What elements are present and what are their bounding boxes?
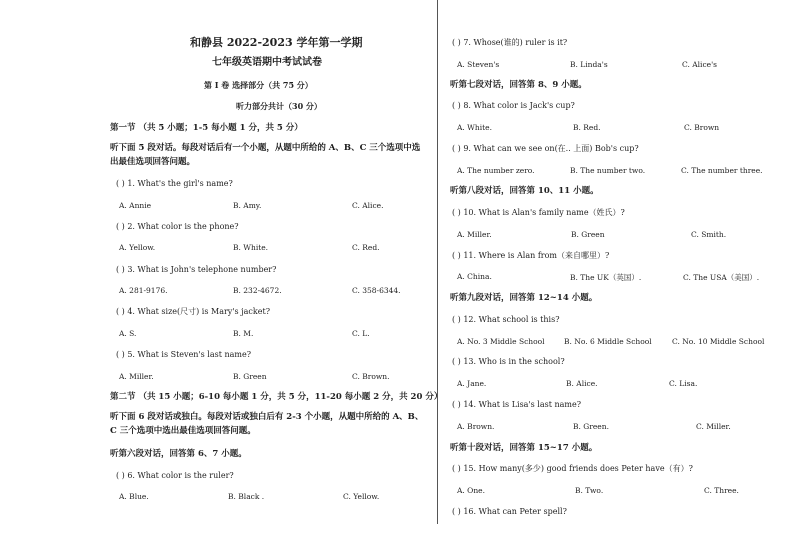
question-6-option-c: C. Yellow. [343, 492, 380, 501]
question-2-option-a: A. Yellow. [119, 243, 156, 252]
question-7-option-c: C. Alice's [682, 60, 718, 69]
section-two-instructions: 听下面 6 段对话或独白。每段对话或独白后有 2-3 个小题，从题中所给的 A、B、C 三个选项中选出最佳选项回答问题。 [110, 412, 424, 436]
question-3-option-c: C. 358-6344. [352, 286, 401, 295]
question-6: ( ) 6. What color is the ruler? [116, 471, 234, 480]
question-4: ( ) 4. What size(尺寸) is Mary's jacket? [116, 307, 270, 316]
question-9-option-b: B. The number two. [570, 166, 646, 175]
section-one-title: 第一节 （共 5 小题；1-5 每小题 1 分，共 5 分） [110, 123, 303, 133]
question-4-option-a: A. S. [119, 329, 137, 338]
dialog-nine-heading: 听第九段对话，回答第 12~14 小题。 [450, 293, 598, 303]
question-5-option-b: B. Green [233, 372, 267, 381]
question-14-option-a: A. Brown. [457, 422, 495, 431]
question-15-option-a: A. One. [457, 486, 485, 495]
question-9-option-c: C. The number three. [681, 166, 763, 175]
question-11: ( ) 11. Where is Alan from（来自哪里）? [452, 251, 610, 260]
dialog-six-heading: 听第六段对话，回答第 6、7 小题。 [110, 449, 247, 459]
question-14-option-b: B. Green. [573, 422, 609, 431]
question-5-option-c: C. Brown. [352, 372, 390, 381]
question-2-option-c: C. Red. [352, 243, 380, 252]
question-5: ( ) 5. What is Steven's last name? [116, 350, 252, 359]
column-divider [437, 0, 438, 524]
question-6-option-a: A. Blue. [119, 492, 149, 501]
question-8: ( ) 8. What color is Jack's cup? [452, 101, 575, 110]
question-11-option-b: B. The UK（英国）. [570, 273, 642, 282]
question-14-option-c: C. Miller. [696, 422, 731, 431]
question-2: ( ) 2. What color is the phone? [116, 222, 239, 231]
question-1-option-c: C. Alice. [352, 201, 384, 210]
exam-title: 和静县 2022-2023 学年第一学期 [190, 36, 363, 49]
question-11-option-a: A. China. [457, 272, 492, 281]
question-8-option-a: A. White. [457, 123, 492, 132]
question-10: ( ) 10. What is Alan's family name（姓氏）? [452, 208, 625, 217]
question-13: ( ) 13. Who is in the school? [452, 357, 565, 366]
question-10-option-c: C. Smith. [691, 230, 727, 239]
question-4-option-c: C. L. [352, 329, 370, 338]
question-8-option-b: B. Red. [573, 123, 601, 132]
question-9-option-a: A. The number zero. [457, 166, 535, 175]
section-one-instructions: 听下面 5 段对话。每段对话后有一个小题，从题中所给的 A、B、C 三个选项中选出最佳选项回答问题。 [110, 143, 421, 167]
question-12-option-c: C. No. 10 Middle School [672, 337, 765, 346]
question-7-option-b: B. Linda's [570, 60, 608, 69]
question-13-option-c: C. Lisa. [669, 379, 698, 388]
question-5-option-a: A. Miller. [119, 372, 154, 381]
question-15: ( ) 15. How many(多少) good friends does Peter have（有）? [452, 464, 693, 473]
question-12: ( ) 12. What school is this? [452, 315, 560, 324]
question-2-option-b: B. White. [233, 243, 269, 252]
question-16: ( ) 16. What can Peter spell? [452, 507, 567, 516]
question-13-option-b: B. Alice. [566, 379, 598, 388]
exam-subtitle: 七年级英语期中考试试卷 [212, 57, 322, 68]
question-9: ( ) 9. What can we see on(在.. 上面) Bob's cup? [452, 144, 639, 153]
dialog-seven-heading: 听第七段对话，回答第 8、9 小题。 [450, 80, 587, 90]
question-1-option-a: A. Annie [119, 201, 152, 210]
question-12-option-a: A. No. 3 Middle School [457, 337, 545, 346]
part-one-heading: 第 I 卷 选择部分（共 75 分） [204, 80, 313, 90]
question-1-option-b: B. Amy. [233, 201, 262, 210]
question-10-option-a: A. Miller. [457, 230, 492, 239]
question-12-option-b: B. No. 6 Middle School [564, 337, 652, 346]
question-7-option-a: A. Steven's [457, 60, 500, 69]
question-10-option-b: B. Green [571, 230, 605, 239]
question-1: ( ) 1. What's the girl's name? [116, 179, 233, 188]
listening-heading: 听力部分共计（30 分） [236, 101, 322, 111]
question-3-option-a: A. 281-9176. [119, 286, 168, 295]
question-11-option-c: C. The USA（美国）. [683, 273, 760, 282]
question-6-option-b: B. Black . [228, 492, 265, 501]
dialog-eight-heading: 听第八段对话，回答第 10、11 小题。 [450, 186, 599, 196]
question-8-option-c: C. Brown [684, 123, 720, 132]
question-4-option-b: B. M. [233, 329, 254, 338]
question-14: ( ) 14. What is Lisa's last name? [452, 400, 582, 409]
question-3: ( ) 3. What is John's telephone number? [116, 265, 277, 274]
dialog-ten-heading: 听第十段对话，回答第 15~17 小题。 [450, 443, 598, 453]
question-13-option-a: A. Jane. [457, 379, 487, 388]
question-3-option-b: B. 232-4672. [233, 286, 282, 295]
question-7: ( ) 7. Whose(谁的) ruler is it? [452, 38, 568, 47]
section-two-title: 第二节 （共 15 小题；6-10 每小题 1 分，共 5 分，11-20 每小题 2 分，共 20 分） [110, 392, 443, 402]
question-15-option-c: C. Three. [704, 486, 739, 495]
question-15-option-b: B. Two. [575, 486, 604, 495]
